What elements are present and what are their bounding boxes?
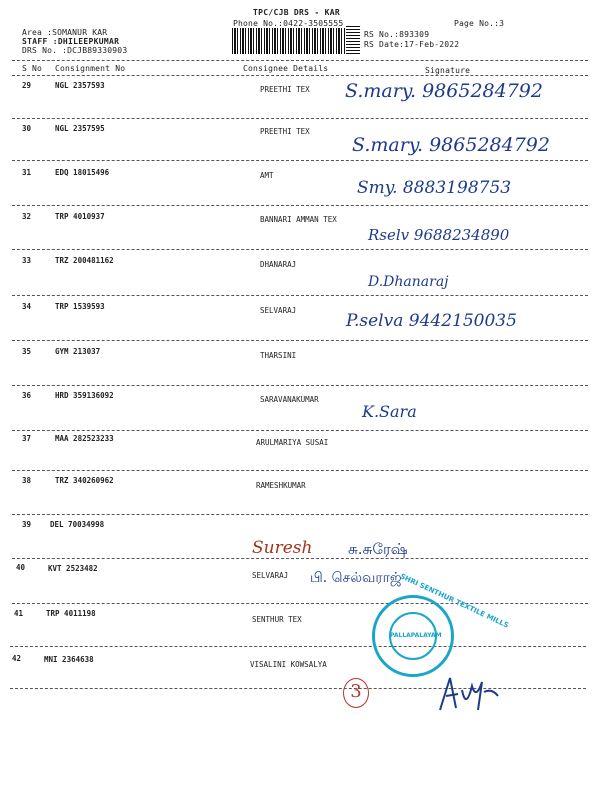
row-signature: K.Sara <box>362 402 417 421</box>
handwritten-tamil-signature: பி. செல்வராஜ் <box>310 570 402 586</box>
row-consignee: SENTHUR TEX <box>252 615 302 624</box>
row-signature: Smy. 8883198753 <box>357 178 512 198</box>
row-sno: 30 <box>22 124 32 133</box>
circled-number: 3 <box>343 678 369 708</box>
row-consignment: TRP 1539593 <box>55 302 105 311</box>
col-consignee: Consignee Details <box>243 64 329 73</box>
row-divider <box>12 205 588 206</box>
row-consignee: THARSINI <box>260 351 297 360</box>
row-signature: S.mary. 9865284792 <box>345 80 543 102</box>
row-consignee: DHANARAJ <box>260 260 297 269</box>
row-consignee: PREETHI TEX <box>260 127 310 136</box>
phone-number: Phone No.:0422-3505555 <box>233 19 344 28</box>
row-divider <box>12 249 588 250</box>
drs-number: DRS No. :DCJB89330903 <box>22 46 128 55</box>
row-sno: 37 <box>22 434 32 443</box>
row-consignment: HRD 359136092 <box>55 391 114 400</box>
row-consignee: SELVARAJ <box>252 571 289 580</box>
row-sno: 38 <box>22 476 32 485</box>
company-stamp <box>372 572 510 677</box>
row-sno: 35 <box>22 347 32 356</box>
row-consignee: SARAVANAKUMAR <box>260 395 319 404</box>
row-consignment: EDQ 18015496 <box>55 168 110 177</box>
row-consignee: SELVARAJ <box>260 306 297 315</box>
col-sno: S No <box>22 64 43 73</box>
row-consignment: TRP 4010937 <box>55 212 105 221</box>
header-divider <box>12 60 588 61</box>
row-consignment: NGL 2357595 <box>55 124 105 133</box>
col-signature: Signature <box>425 66 471 75</box>
row-signature: Rselv 9688234890 <box>368 226 510 244</box>
row-consignment: MNI 2364638 <box>44 655 94 664</box>
signature-scribble <box>436 670 506 718</box>
row-consignment: KVT 2523482 <box>48 564 98 573</box>
row-divider <box>12 385 588 386</box>
handwritten-name-red: Suresh <box>252 538 313 558</box>
row-sno: 41 <box>14 609 24 618</box>
barcode-side <box>346 26 360 54</box>
handwritten-tamil-signature: சு.சுரேஷ் <box>348 540 408 558</box>
row-consignment: GYM 213037 <box>55 347 101 356</box>
row-consignee: RAMESHKUMAR <box>256 481 306 490</box>
rs-number: RS No.:893309 <box>364 30 430 39</box>
row-divider <box>10 646 586 647</box>
row-consignment: DEL 70034998 <box>50 520 105 529</box>
barcode <box>232 28 356 54</box>
row-divider <box>12 514 588 515</box>
columns-divider <box>12 75 588 76</box>
row-divider <box>12 295 588 296</box>
row-sno: 40 <box>16 563 26 572</box>
row-sno: 42 <box>12 654 22 663</box>
row-sno: 31 <box>22 168 32 177</box>
sheet-title: TPC/CJB DRS - KAR <box>253 8 340 17</box>
row-consignee: VISALINI KOWSALYA <box>250 660 327 669</box>
row-sno: 39 <box>22 520 32 529</box>
stamp-inner-text: PALLAPALAYAM <box>390 632 442 639</box>
row-divider <box>12 558 588 559</box>
row-divider <box>12 160 588 161</box>
row-divider <box>12 340 588 341</box>
col-consignment: Consignment No <box>55 64 126 73</box>
row-consignment: TRZ 340260962 <box>55 476 114 485</box>
row-sno: 36 <box>22 391 32 400</box>
row-consignment: TRP 4011198 <box>46 609 96 618</box>
rs-date: RS Date:17-Feb-2022 <box>364 40 460 49</box>
area-label: Area :SOMANUR KAR <box>22 28 108 37</box>
row-divider <box>12 603 588 604</box>
row-consignee: ARULMARIYA SUSAI <box>256 438 329 447</box>
row-sno: 34 <box>22 302 32 311</box>
row-consignee: BANNARI AMMAN TEX <box>260 215 337 224</box>
row-consignment: NGL 2357593 <box>55 81 105 90</box>
row-divider <box>12 430 588 431</box>
row-sno: 32 <box>22 212 32 221</box>
row-sno: 29 <box>22 81 32 90</box>
row-divider <box>12 118 588 119</box>
row-signature: D.Dhanaraj <box>368 274 449 290</box>
row-consignee: PREETHI TEX <box>260 85 310 94</box>
row-sno: 33 <box>22 256 32 265</box>
row-signature: S.mary. 9865284792 <box>352 134 550 156</box>
row-consignment: MAA 282523233 <box>55 434 114 443</box>
row-divider <box>12 470 588 471</box>
row-consignee: AMT <box>260 171 274 180</box>
row-consignment: TRZ 200481162 <box>55 256 114 265</box>
page-number: Page No.:3 <box>454 19 505 28</box>
row-signature: P.selva 9442150035 <box>346 311 517 331</box>
stamp-outer-text: SHRI SENTHUR TEXTILE MILLS <box>398 572 510 630</box>
staff-label: STAFF :DHILEEPKUMAR <box>22 37 120 46</box>
